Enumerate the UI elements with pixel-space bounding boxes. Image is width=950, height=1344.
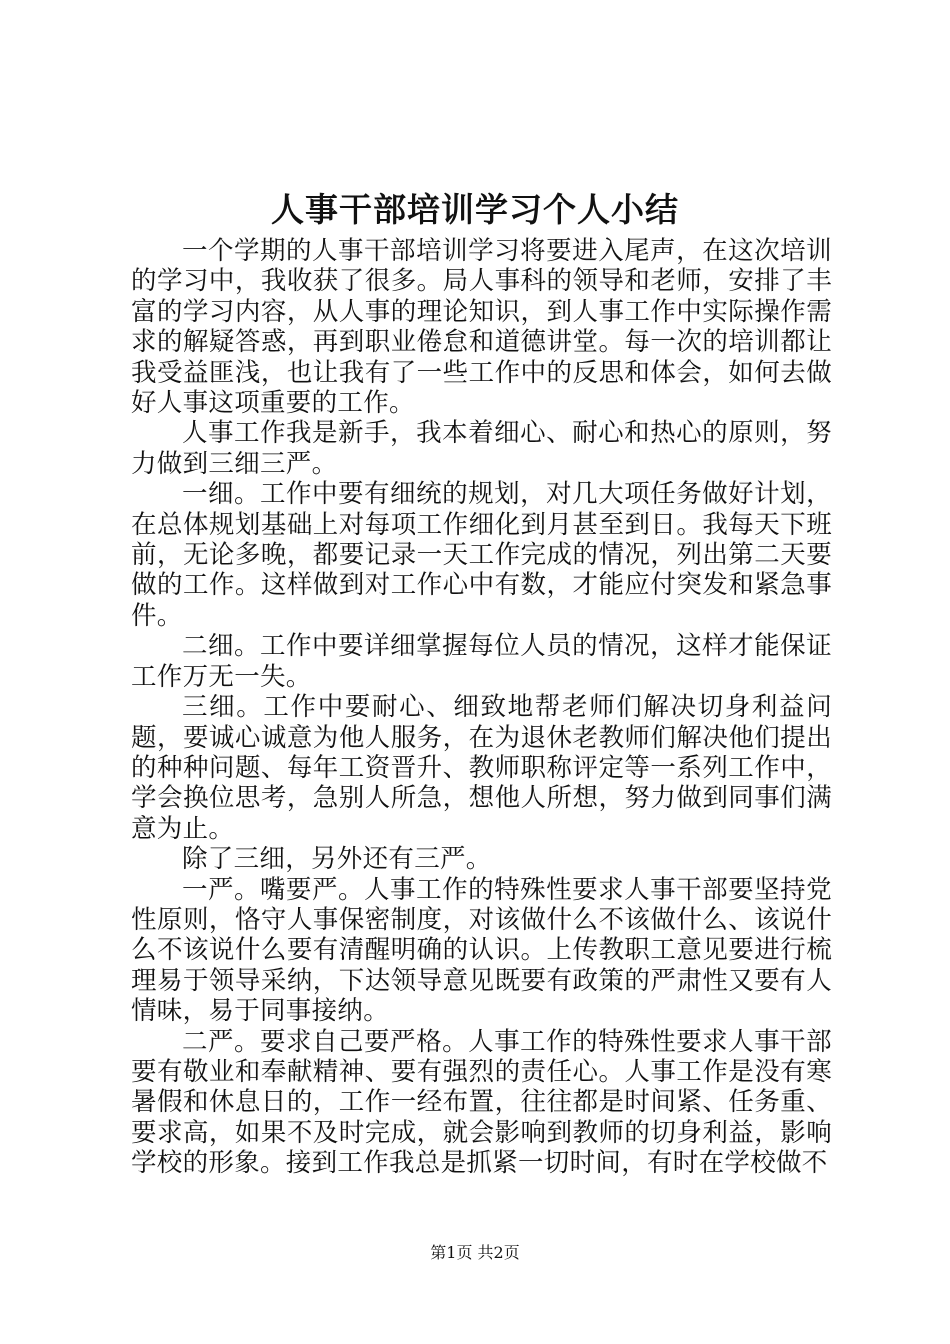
paragraph-8: 二严。要求自己要严格。人事工作的特殊性要求人事干部要有敬业和奉献精神、要有强烈的责任心。人事工作是没有寒暑假和休息日的，工作一经布置，往往都是时间紧、任务重、要求高，如果不及时完成，就会影响到教师的切身利益，影响学校的形象。接到工作我总是抓紧一切时间，有时在学校做不 <box>131 1026 832 1179</box>
document-title: 人事干部培训学习个人小结 <box>271 190 679 229</box>
paragraph-1: 一个学期的人事干部培训学习将要进入尾声，在这次培训的学习中，我收获了很多。局人事科的领导和老师，安排了丰富的学习内容，从人事的理论知识，到人事工作中实际操作需求的解疑答惑，再到职业倦怠和道德讲堂。每一次的培训都让我受益匪浅，也让我有了一些工作中的反思和体会，如何去做好人事这项重要的工作。 <box>131 236 832 419</box>
document-body <box>131 236 832 1179</box>
page-footer: 第1页 共2页 <box>430 1243 520 1262</box>
paragraph-5: 三细。工作中要耐心、细致地帮老师们解决切身利益问题，要诚心诚意为他人服务，在为退休老教师们解决他们提出的种种问题、每年工资晋升、教师职称评定等一系列工作中，学会换位思考，急别人所急，想他人所想，努力做到同事们满意为止。 <box>131 692 832 844</box>
paragraph-4: 二细。工作中要详细掌握每位人员的情况，这样才能保证工作万无一失。 <box>131 631 832 692</box>
paragraph-7: 一严。嘴要严。人事工作的特殊性要求人事干部要坚持党性原则，恪守人事保密制度，对该做什么不该做什么、该说什么不该说什么要有清醒明确的认识。上传教职工意见要进行梳理易于领导采纳，下达领导意见既要有政策的严肃性又要有人情味，易于同事接纳。 <box>131 874 832 1027</box>
paragraph-2: 人事工作我是新手，我本着细心、耐心和热心的原则，努力做到三细三严。 <box>131 418 832 479</box>
paragraph-3: 一细。工作中要有细统的规划，对几大项任务做好计划，在总体规划基础上对每项工作细化到月甚至到日。我每天下班前，无论多晚，都要记录一天工作完成的情况，列出第二天要做的工作。这样做到对工作心中有数，才能应付突发和紧急事件。 <box>131 479 832 631</box>
paragraph-6: 除了三细，另外还有三严。 <box>182 844 492 875</box>
